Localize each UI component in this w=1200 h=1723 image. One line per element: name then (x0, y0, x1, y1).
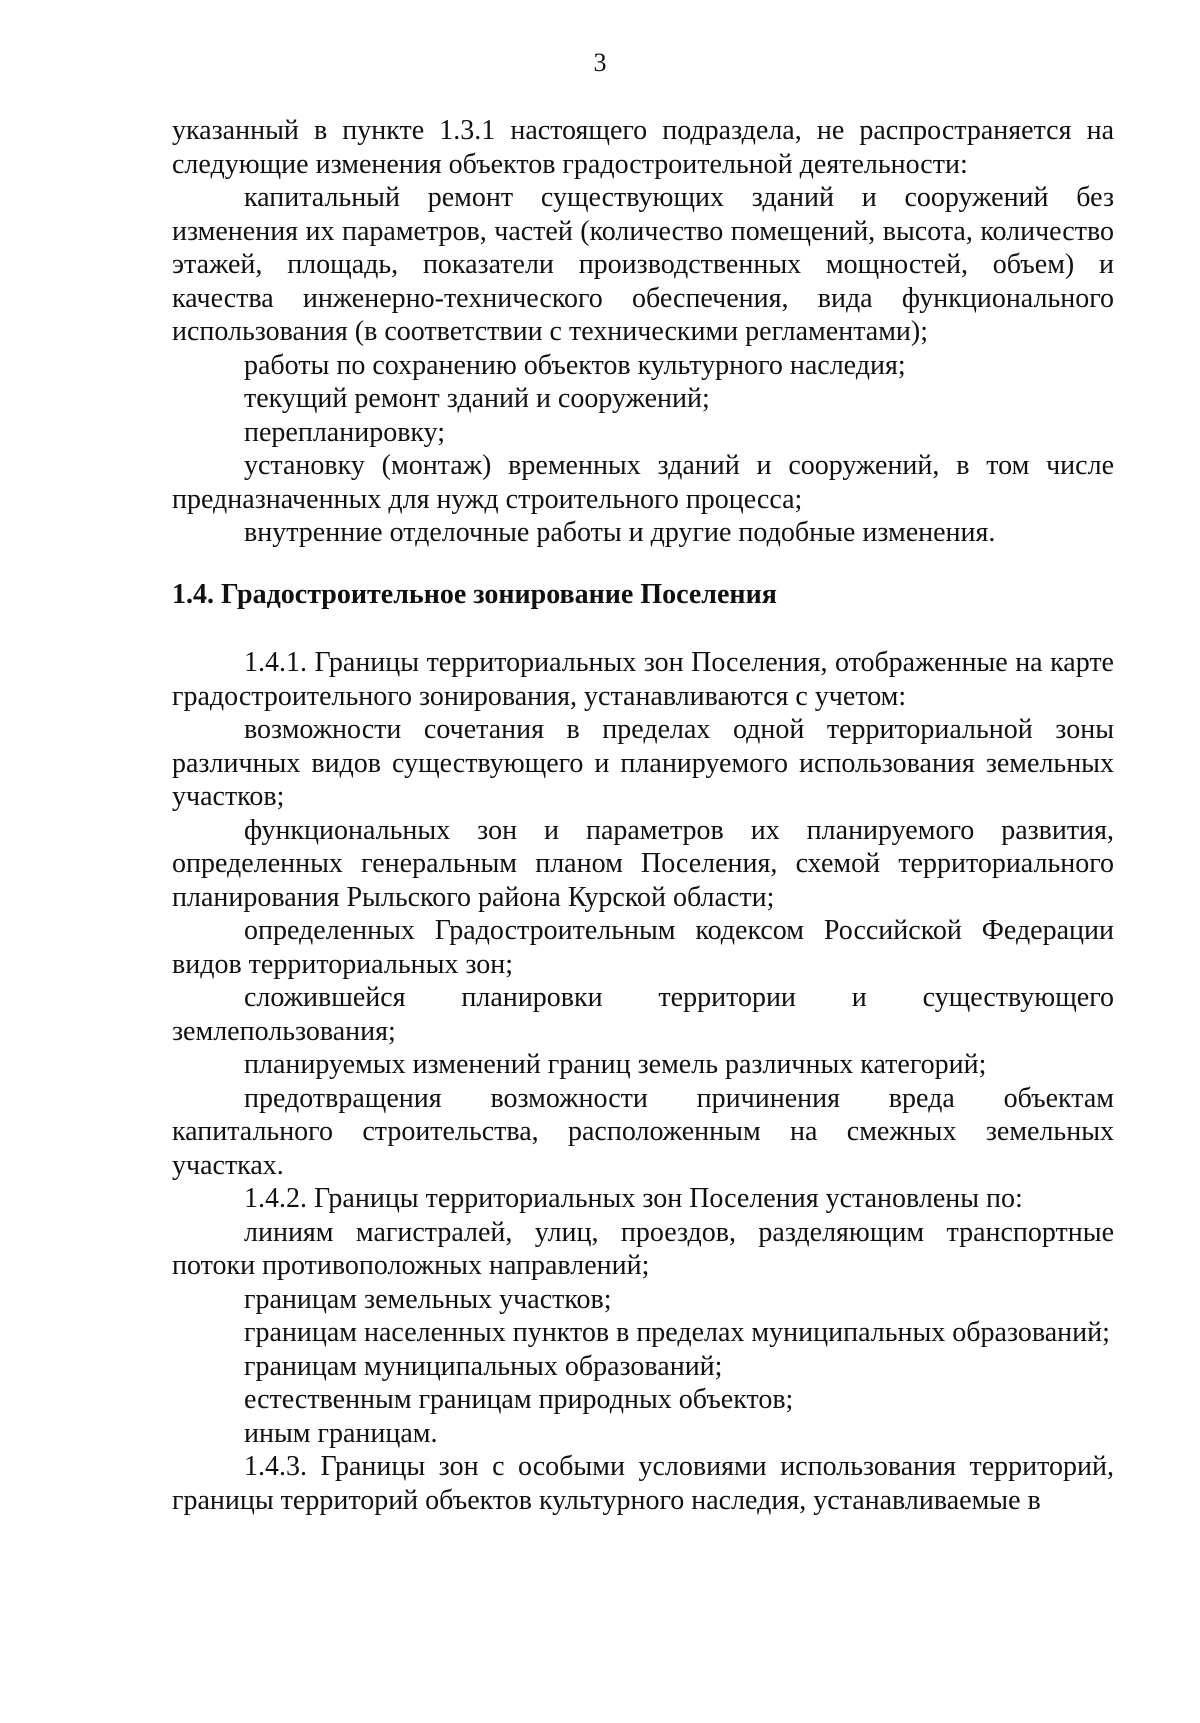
paragraph-continuation: указанный в пункте 1.3.1 настоящего подраздела, не распространяется на следующие изменения объектов градостроительной деятельности: (172, 115, 1114, 180)
list-item-temporary-buildings: установку (монтаж) временных зданий и сооружений, в том числе предназначенных для нужд строительного процесса; (172, 450, 1114, 515)
list-item-municipal-borders: границам муниципальных образований; (244, 1350, 723, 1382)
list-item-natural-borders: естественным границам природных объектов; (244, 1384, 794, 1415)
page-number: 3 (593, 48, 607, 77)
list-item-combination: возможности сочетания в пределах одной территориальной зоны различных видов существующего и планируемого использования земельных участков; (172, 714, 1114, 812)
list-item-harm-prevention: предотвращения возможности причинения вреда объектам капитального строительства, расположенным на смежных земельных участках. (172, 1082, 1114, 1181)
list-item-interior-works: внутренние отделочные работы и другие подобные изменения. (244, 517, 996, 548)
clause-1-4-1: 1.4.1. Границы территориальных зон Поселения, отображенные на карте градостроительного зонирования, устанавливаются с учетом: (172, 647, 1114, 712)
list-item-heritage-works: работы по сохранению объектов культурного наследия; (244, 349, 906, 381)
list-item-land-plot-borders: границам земельных участков; (244, 1283, 612, 1315)
list-item-functional-zones: функциональных зон и параметров их планируемого развития, определенных генеральным планом Поселения, схемой территориального планирования Рыльского района Курской области; (172, 814, 1114, 913)
list-item-existing-layout: сложившейся планировки территории и существующего землепользования; (172, 982, 1114, 1047)
list-item-street-lines: линиям магистралей, улиц, проездов, разделяющим транспортные потоки противоположных направлений; (172, 1216, 1114, 1281)
list-item-settlement-borders: границам населенных пунктов в пределах муниципальных образований; (244, 1317, 1110, 1348)
list-item-planned-changes: планируемых изменений границ земель различных категорий; (244, 1049, 987, 1080)
list-item-current-repair: текущий ремонт зданий и сооружений; (244, 383, 710, 414)
clause-1-4-3: 1.4.3. Границы зон с особыми условиями использования территорий, границы территорий объектов культурного наследия, устанавливаемые в (172, 1451, 1114, 1516)
clause-1-4-2: 1.4.2. Границы территориальных зон Поселения установлены по: (244, 1183, 1023, 1214)
list-item-replanning: перепланировку; (244, 416, 446, 448)
list-item-zone-types: определенных Градостроительным кодексом Российской Федерации видов территориальных зон; (172, 915, 1114, 980)
list-item-capital-repair: капитальный ремонт существующих зданий и сооружений без изменения их параметров, частей (количество помещений, высота, количество этажей, площадь, показатели производственных мощностей, объем) и качества инженерно-технического обеспечения, вида функционального использования (в соответствии с техническими регламентами); (172, 182, 1114, 347)
section-heading: 1.4. Градостроительное зонирование Поселения (172, 578, 777, 610)
list-item-other-borders: иным границам. (244, 1417, 438, 1449)
document-body (172, 114, 1114, 1517)
